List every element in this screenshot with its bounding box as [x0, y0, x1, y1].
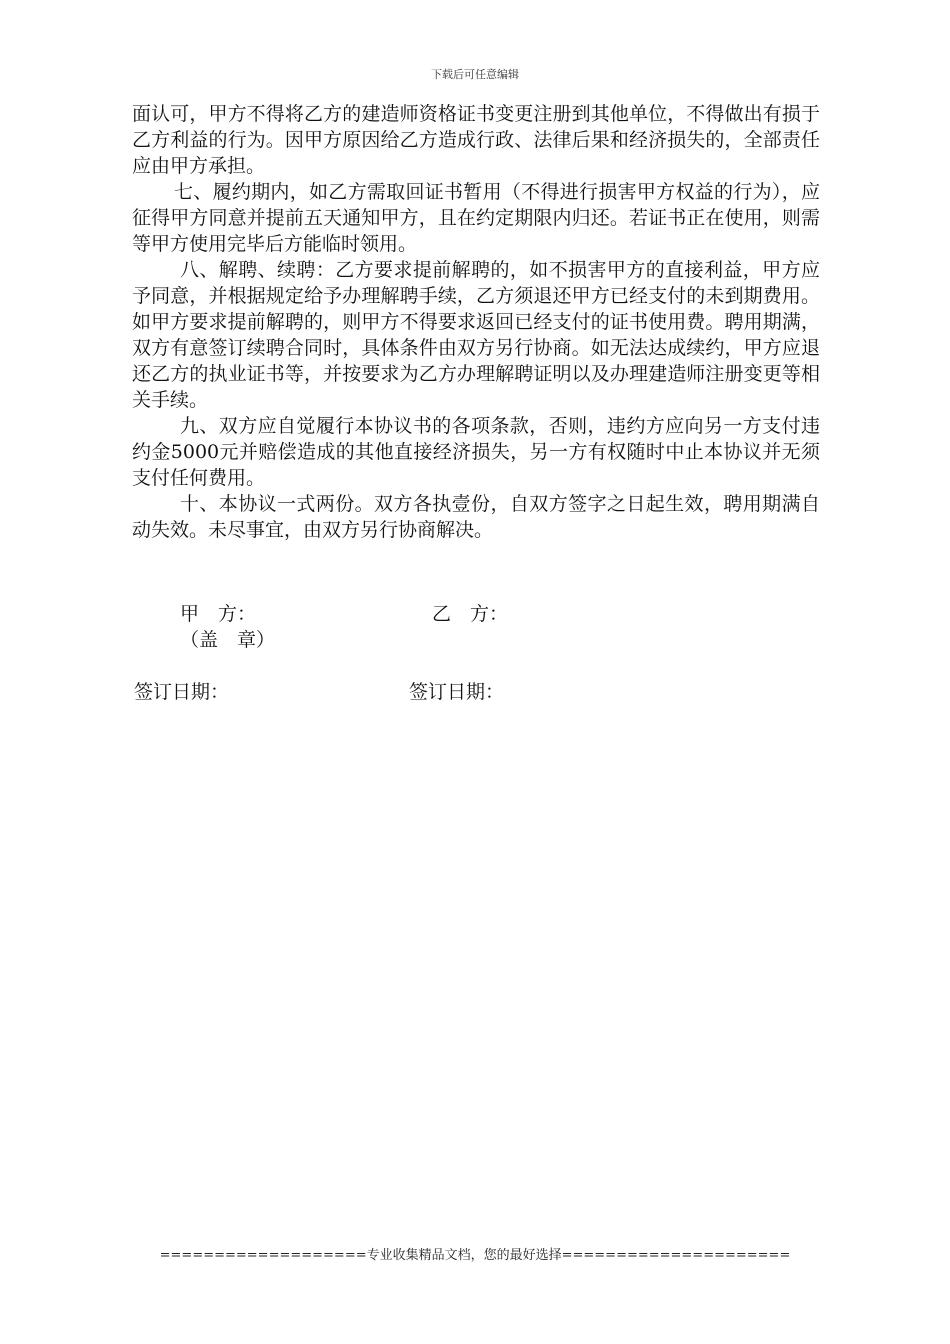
party-a-date-label: 签订日期：	[134, 681, 230, 703]
page-header: 下载后可任意编辑	[431, 68, 519, 81]
clause-10: 十、本协议一式两份。双方各执壹份，自双方签字之日起生效，聘用期满自动失效。未尽事宜，由双方另行协商解决。	[132, 493, 820, 541]
party-b-date-label: 签订日期：	[409, 681, 505, 703]
party-a-seal: （盖 章）	[180, 629, 276, 651]
clause-7: 七、履约期内，如乙方需取回证书暂用（不得进行损害甲方权益的行为），应征得甲方同意并提前五天通知甲方，且在约定期限内归还。若证书正在使用，则需等甲方使用完毕后方能临时领用。	[132, 181, 820, 255]
page-footer: ===================专业收集精品文档，您的最好选择=====================	[159, 1248, 791, 1263]
contract-body	[132, 101, 820, 543]
clause-9: 九、双方应自觉履行本协议书的各项条款，否则，违约方应向另一方支付违约金5000元并赔偿造成的其他直接经济损失，另一方有权随时中止本协议并无须支付任何费用。	[132, 415, 820, 489]
party-b-label: 乙 方：	[432, 603, 509, 625]
paragraph-continued: 面认可，甲方不得将乙方的建造师资格证书变更注册到其他单位，不得做出有损于乙方利益的行为。因甲方原因给乙方造成行政、法律后果和经济损失的，全部责任应由甲方承担。	[132, 103, 820, 177]
party-a-label: 甲 方：	[180, 603, 257, 625]
clause-8: 八、解聘、续聘：乙方要求提前解聘的，如不损害甲方的直接利益，甲方应予同意，并根据规定给予办理解聘手续，乙方须退还甲方已经支付的未到期费用。如甲方要求提前解聘的，则甲方不得要求返回已经支付的证书使用费。聘用期满，双方有意签订续聘合同时，具体条件由双方另行协商。如无法达成续约，甲方应退还乙方的执业证书等，并按要求为乙方办理解聘证明以及办理建造师注册变更等相关手续。	[132, 259, 820, 411]
